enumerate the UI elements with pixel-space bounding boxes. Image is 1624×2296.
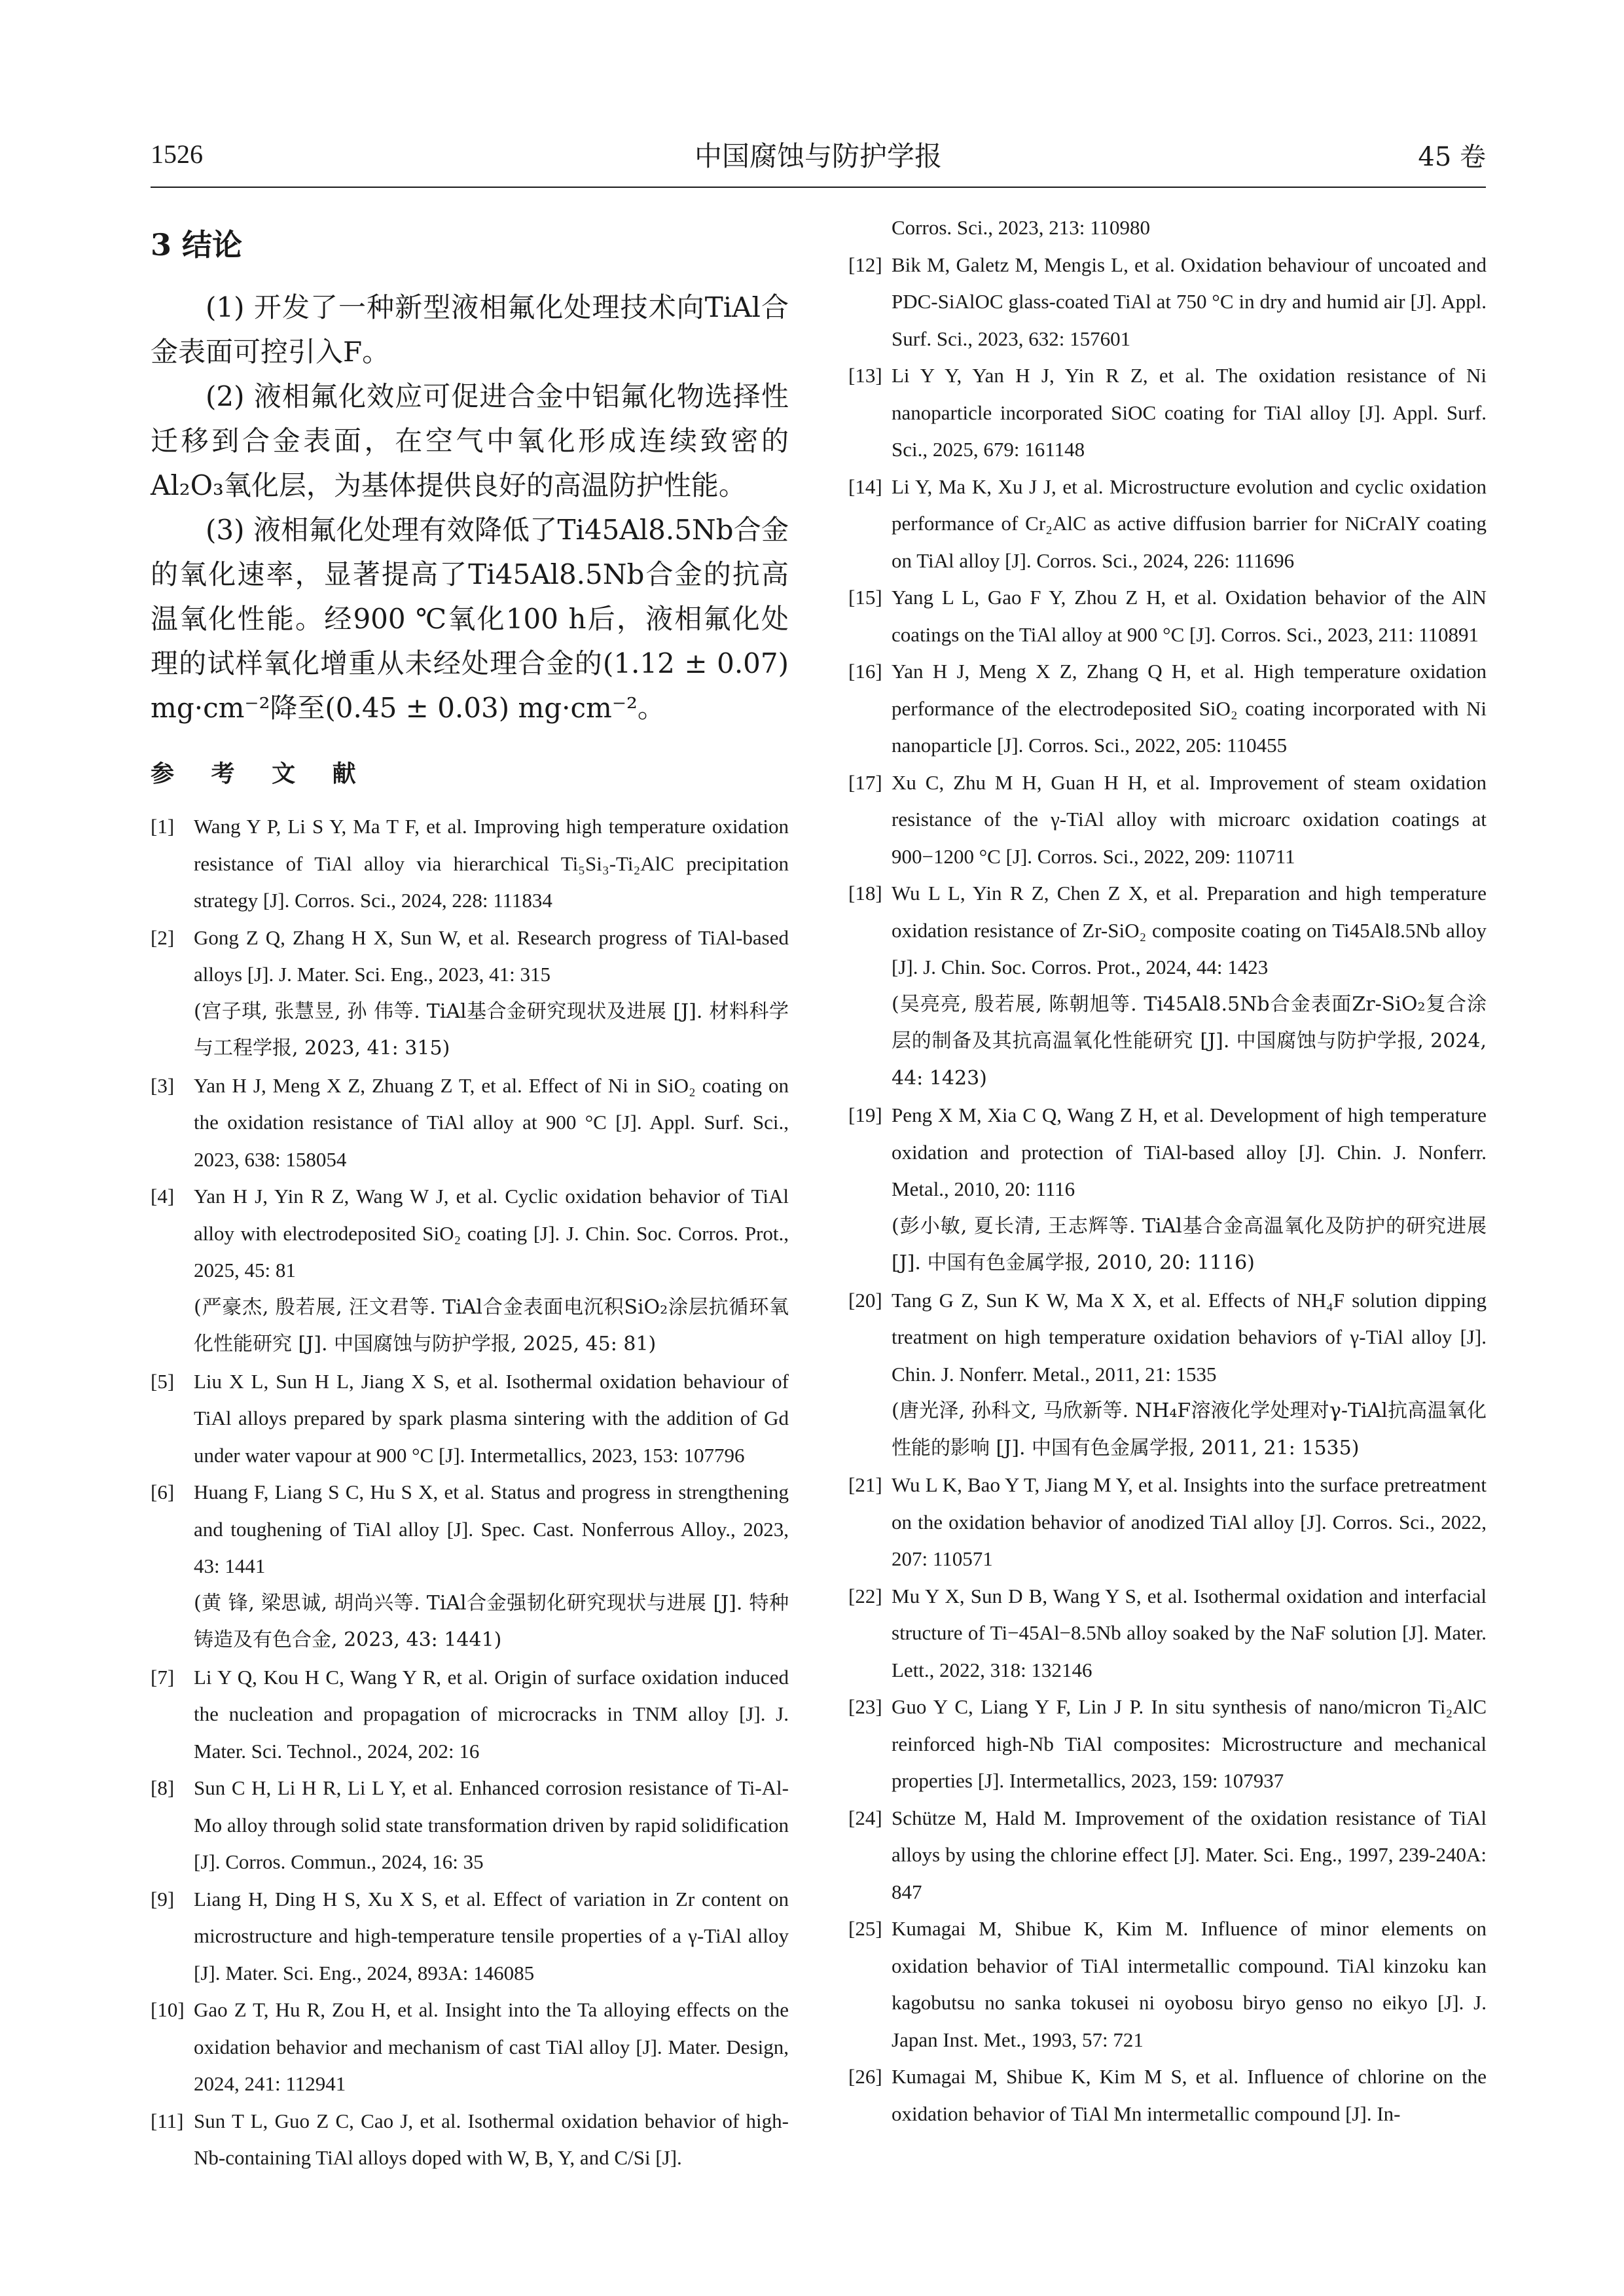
reference-chinese-text: (唐光泽, 孙科文, 马欣新等. NH₄F溶液化学处理对γ-TiAl抗高温氧化性能的影响 [J]. 中国有色金属学报, 2011, 21: 1535) (892, 1399, 1487, 1460)
reference-text: Tang G Z, Sun K W, Ma X X, et al. Effects of NH₄F solution dipping treatment on high temperature oxidation behaviors of γ-TiAl alloy [J]. Chin. J. Nonferr. Metal., 2011, 21: 1535 (892, 1288, 1487, 1386)
reference-continuation: Corros. Sci., 2023, 213: 110980 (892, 216, 1150, 239)
reference-text: Yan H J, Meng X Z, Zhuang Z T, et al. Effect of Ni in SiO₂ coating on the oxidation resistance of TiAl alloy at 900 °C [J]. Appl. Surf. Sci., 2023, 638: 158054 (194, 1073, 789, 1171)
reference-item (848, 1097, 1487, 1282)
reference-text: Wang Y P, Li S Y, Ma T F, et al. Improving high temperature oxidation resistance of TiAl alloy via hierarchical Ti₅Si₃-Ti₂AlC precipitation strategy [J]. Corros. Sci., 2024, 228: 111834 (194, 815, 789, 912)
conclusion-paragraph: (1) 开发了一种新型液相氟化处理技术向TiAl合金表面可控引入F。 (151, 291, 789, 368)
right-column (848, 209, 1487, 2132)
reference-text: Mu Y X, Sun D B, Wang Y S, et al. Isothermal oxidation and interfacial structure of Ti−45Al−8.5Nb alloy soaked by the NaF solution [J]. Mater. Lett., 2022, 318: 132146 (892, 1584, 1487, 1681)
page-header (151, 139, 1486, 185)
reference-number: [2] (151, 925, 175, 949)
reference-number: [16] (848, 660, 882, 683)
section-title: 3 结论 (151, 227, 243, 262)
reference-number: [19] (848, 1103, 882, 1126)
conclusion-paragraph: (3) 液相氟化处理有效降低了Ti45Al8.5Nb合金的氧化速率，显著提高了Ti45Al8.5Nb合金的抗高温氧化性能。经900 ℃氧化100 h后，液相氟化处理的试样氧化增重从未经处理合金的(1.12 ± 0.07) mg·cm⁻²降至(0.45 ± 0.03) mg·cm⁻²。 (151, 514, 789, 724)
reference-chinese-text: (吴亮亮, 殷若展, 陈朝旭等. Ti45Al8.5Nb合金表面Zr-SiO₂复合涂层的制备及其抗高温氧化性能研究 [J]. 中国腐蚀与防护学报, 2024, 44: 1423) (892, 992, 1487, 1090)
reference-number: [25] (848, 1917, 882, 1940)
reference-list (848, 247, 1487, 2133)
reference-number: [12] (848, 253, 882, 276)
reference-number: [9] (151, 1887, 175, 1910)
reference-item (848, 1689, 1487, 1800)
reference-number: [4] (151, 1185, 175, 1208)
reference-text: Li Y Y, Yan H J, Yin R Z, et al. The oxidation resistance of Ni nanoparticle incorporated SiOC coating for TiAl alloy [J]. Appl. Surf. Sci., 2025, 679: 161148 (892, 364, 1487, 461)
reference-chinese-text: (黄 锋, 梁思诚, 胡尚兴等. TiAl合金强韧化研究现状与进展 [J]. 特种铸造及有色合金, 2023, 43: 1441) (194, 1591, 789, 1651)
reference-text: Liang H, Ding H S, Xu X S, et al. Effect of variation in Zr content on microstructure and high-temperature tensile properties of a γ-TiAl alloy [J]. Mater. Sci. Eng., 2024, 893A: 146085 (194, 1887, 789, 1984)
reference-item (151, 1881, 789, 1992)
page-number: 1526 (151, 139, 203, 169)
reference-text: Li Y, Ma K, Xu J J, et al. Microstructure evolution and cyclic oxidation performance of Cr₂AlC as active diffusion barrier for NiCrAlY coating on TiAl alloy [J]. Corros. Sci., 2024, 226: 111696 (892, 475, 1487, 572)
reference-item (151, 808, 789, 920)
volume-label: 45 卷 (1418, 142, 1486, 172)
reference-number: [14] (848, 475, 882, 498)
reference-item (151, 1770, 789, 1881)
reference-chinese-text: (宫子琪, 张慧昱, 孙 伟等. TiAl基合金研究现状及进展 [J]. 材料科学与工程学报, 2023, 41: 315) (194, 999, 789, 1060)
reference-number: [6] (151, 1480, 175, 1503)
reference-number: [24] (848, 1806, 882, 1829)
reference-item (848, 764, 1487, 876)
reference-item (848, 247, 1487, 358)
reference-number: [10] (151, 1998, 185, 2021)
reference-number: [17] (848, 770, 882, 794)
reference-text: Gao Z T, Hu R, Zou H, et al. Insight into the Ta alloying effects on the oxidation behavior and mechanism of cast TiAl alloy [J]. Mater. Design, 2024, 241: 112941 (194, 1998, 789, 2095)
reference-item (848, 653, 1487, 764)
left-column (151, 209, 789, 2177)
conclusion-paragraph: (2) 液相氟化效应可促进合金中铝氟化物选择性迁移到合金表面，在空气中氧化形成连续致密的Al₂O₃氧化层，为基体提供良好的高温防护性能。 (151, 380, 789, 501)
reference-chinese-text: (严豪杰, 殷若展, 汪文君等. TiAl合金表面电沉积SiO₂涂层抗循环氧化性能研究 [J]. 中国腐蚀与防护学报, 2025, 45: 81) (194, 1295, 789, 1355)
reference-number: [26] (848, 2065, 882, 2088)
reference-text: Gong Z Q, Zhang H X, Sun W, et al. Research progress of TiAl-based alloys [J]. J. Mater. Sci. Eng., 2023, 41: 315 (194, 925, 789, 986)
reference-item (151, 920, 789, 1067)
reference-item (151, 1067, 789, 1179)
reference-list (151, 808, 789, 2177)
reference-text: Peng X M, Xia C Q, Wang Z H, et al. Development of high temperature oxidation and protection of TiAl-based alloy [J]. Chin. J. Nonferr. Metal., 2010, 20: 1116 (892, 1103, 1487, 1200)
reference-text: Huang F, Liang S C, Hu S X, et al. Status and progress in strengthening and toughening of TiAl alloy [J]. Spec. Cast. Nonferrous Alloy., 2023, 43: 1441 (194, 1480, 789, 1577)
reference-item (151, 1363, 789, 1475)
reference-text: Kumagai M, Shibue K, Kim M. Influence of minor elements on oxidation behavior of TiAl intermetallic compound. TiAl kinzoku kan kagobutsu no sanka tokusei ni oyobosu biryo genso no eikyo [J]. J. Japan Inst. Met., 1993, 57: 721 (892, 1917, 1487, 2051)
reference-text: Yang L L, Gao F Y, Zhou Z H, et al. Oxidation behavior of the AlN coatings on the TiAl alloy at 900 °C [J]. Corros. Sci., 2023, 211: 110891 (892, 586, 1487, 646)
header-rule (151, 187, 1486, 188)
reference-item (151, 1992, 789, 2103)
reference-text: Schütze M, Hald M. Improvement of the oxidation resistance of TiAl alloys by using the chlorine effect [J]. Mater. Sci. Eng., 1997, 239-240A: 847 (892, 1806, 1487, 1903)
reference-text: Xu C, Zhu M H, Guan H H, et al. Improvement of steam oxidation resistance of the γ-TiAl alloy with microarc oxidation coatings at 900−1200 °C [J]. Corros. Sci., 2022, 209: 110711 (892, 770, 1487, 868)
reference-chinese-text: (彭小敏, 夏长清, 王志辉等. TiAl基合金高温氧化及防护的研究进展 [J]. 中国有色金属学报, 2010, 20: 1116) (892, 1214, 1487, 1274)
reference-number: [1] (151, 815, 175, 838)
reference-text: Wu L K, Bao Y T, Jiang M Y, et al. Insights into the surface pretreatment on the oxidation behavior of anodized TiAl alloy [J]. Corros. Sci., 2022, 207: 110571 (892, 1473, 1487, 1570)
reference-item (848, 875, 1487, 1097)
reference-item (848, 1910, 1487, 2058)
reference-item (151, 1178, 789, 1363)
reference-item (848, 1467, 1487, 1578)
reference-text: Bik M, Galetz M, Mengis L, et al. Oxidation behaviour of uncoated and PDC-SiAlOC glass-coated TiAl at 750 °C in dry and humid air [J]. Appl. Surf. Sci., 2023, 632: 157601 (892, 253, 1487, 350)
reference-text: Sun C H, Li H R, Li L Y, et al. Enhanced corrosion resistance of Ti-Al-Mo alloy through solid state transformation driven by rapid solidification [J]. Corros. Commun., 2024, 16: 35 (194, 1776, 789, 1873)
reference-number: [5] (151, 1369, 175, 1393)
reference-item (848, 357, 1487, 469)
reference-item (151, 2103, 789, 2177)
reference-item (848, 1800, 1487, 1911)
reference-text: Guo Y C, Liang Y F, Lin J P. In situ synthesis of nano/micron Ti₂AlC reinforced high-Nb TiAl composites: Microstructure and mechanical properties [J]. Intermetallics, 2023, 159: 107937 (892, 1695, 1487, 1792)
reference-item (151, 1474, 789, 1659)
reference-item (848, 579, 1487, 653)
reference-item (848, 1282, 1487, 1467)
reference-number: [13] (848, 364, 882, 387)
reference-number: [8] (151, 1776, 175, 1799)
reference-item (848, 2058, 1487, 2132)
reference-text: Li Y Q, Kou H C, Wang Y R, et al. Origin of surface oxidation induced the nucleation and propagation of microcracks in TNM alloy [J]. J. Mater. Sci. Technol., 2024, 202: 16 (194, 1665, 789, 1763)
reference-number: [18] (848, 882, 882, 905)
reference-number: [20] (848, 1288, 882, 1312)
reference-number: [15] (848, 586, 882, 609)
reference-item (151, 1659, 789, 1770)
reference-item (848, 469, 1487, 580)
reference-number: [7] (151, 1665, 175, 1689)
reference-number: [3] (151, 1073, 175, 1097)
reference-text: Kumagai M, Shibue K, Kim M S, et al. Influence of chlorine on the oxidation behavior of TiAl Mn intermetallic compound [J]. In- (892, 2065, 1487, 2125)
reference-number: [11] (151, 2109, 184, 2132)
reference-number: [23] (848, 1695, 882, 1718)
reference-item (848, 1578, 1487, 1689)
reference-text: Yan H J, Meng X Z, Zhang Q H, et al. High temperature oxidation performance of the electrodeposited SiO₂ coating incorporated with Ni nanoparticle [J]. Corros. Sci., 2022, 205: 110455 (892, 660, 1487, 757)
reference-text: Wu L L, Yin R Z, Chen Z X, et al. Preparation and high temperature oxidation resistance of Zr-SiO₂ composite coating on Ti45Al8.5Nb alloy [J]. J. Chin. Soc. Corros. Prot., 2024, 44: 1423 (892, 882, 1487, 978)
reference-text: Sun T L, Guo Z C, Cao J, et al. Isothermal oxidation behavior of high-Nb-containing TiAl alloys doped with W, B, Y, and C/Si [J]. (194, 2109, 789, 2169)
references-title: 参 考 文 献 (151, 760, 370, 787)
reference-text: Yan H J, Yin R Z, Wang W J, et al. Cyclic oxidation behavior of TiAl alloy with electrodeposited SiO₂ coating [J]. J. Chin. Soc. Corros. Prot., 2025, 45: 81 (194, 1185, 789, 1282)
journal-title: 中国腐蚀与防护学报 (694, 140, 942, 172)
reference-number: [22] (848, 1584, 882, 1607)
reference-text: Liu X L, Sun H L, Jiang X S, et al. Isothermal oxidation behaviour of TiAl alloys prepared by spark plasma sintering with the addition of Gd under water vapour at 900 °C [J]. Intermetallics, 2023, 153: 107796 (194, 1369, 789, 1467)
reference-number: [21] (848, 1473, 882, 1496)
